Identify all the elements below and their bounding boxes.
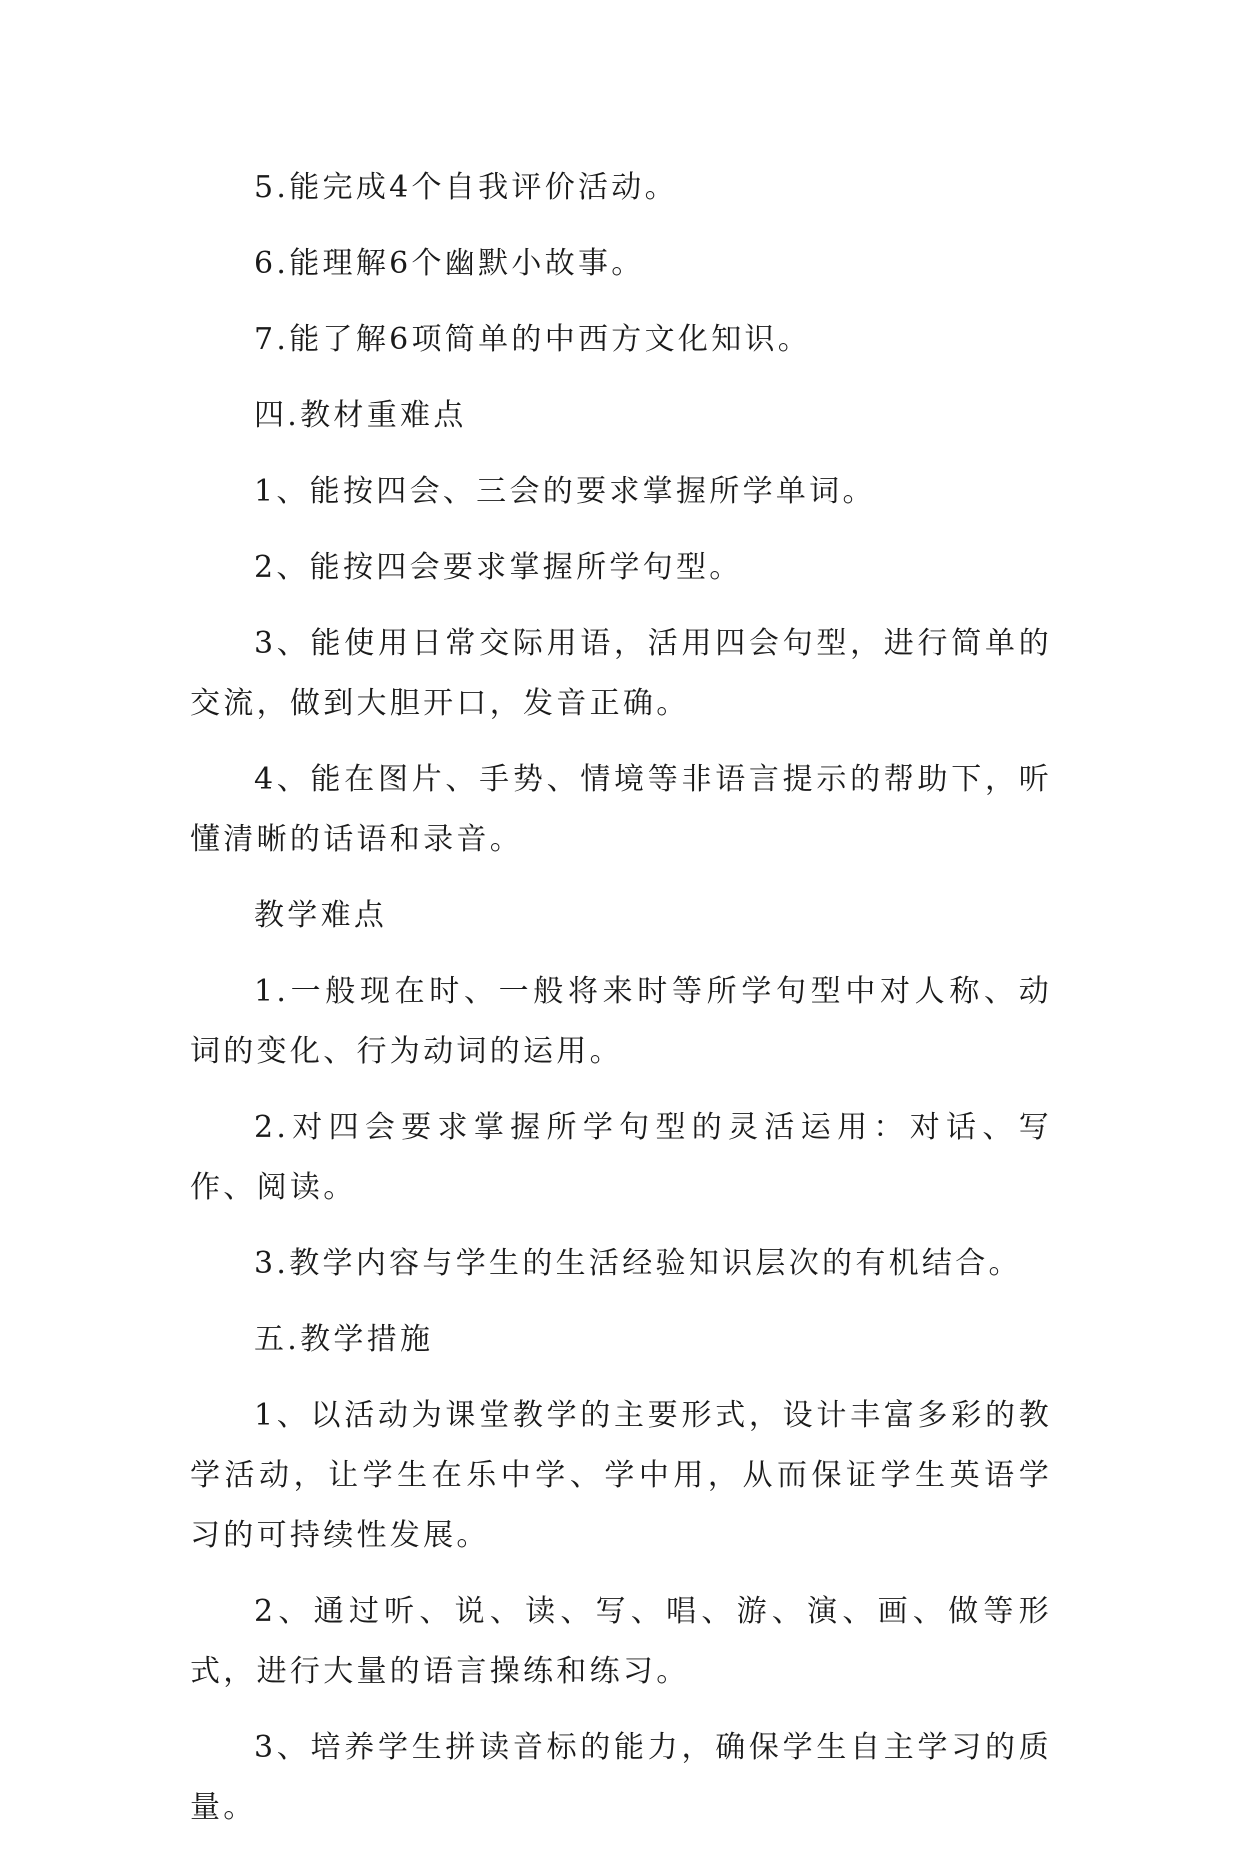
paragraph-key-point-1: 1、能按四会、三会的要求掌握所学单词。 (254, 474, 876, 509)
paragraph-difficulty-2: 2.对四会要求掌握所学句型的灵活运用：对话、写作、阅读。 (190, 1110, 1052, 1205)
paragraph-goal-7: 7.能了解6项简单的中西方文化知识。 (254, 322, 812, 357)
paragraph-goal-6: 6.能理解6个幽默小故事。 (254, 246, 645, 281)
paragraph-measure-3: 3、培养学生拼读音标的能力，确保学生自主学习的质量。 (190, 1730, 1052, 1825)
paragraph-difficulty-1: 1.一般现在时、一般将来时等所学句型中对人称、动词的变化、行为动词的运用。 (190, 974, 1052, 1069)
section-heading-measures: 五.教学措施 (254, 1322, 434, 1357)
paragraph-key-point-2: 2、能按四会要求掌握所学句型。 (254, 550, 743, 585)
paragraph-measure-2: 2、通过听、说、读、写、唱、游、演、画、做等形式，进行大量的语言操练和练习。 (190, 1594, 1052, 1689)
section-heading-key-points: 四.教材重难点 (254, 398, 467, 433)
paragraph-key-point-4: 4、能在图片、手势、情境等非语言提示的帮助下，听懂清晰的话语和录音。 (190, 762, 1052, 857)
paragraph-goal-5: 5.能完成4个自我评价活动。 (254, 170, 678, 205)
paragraph-key-point-3: 3、能使用日常交际用语，活用四会句型，进行简单的交流，做到大胆开口，发音正确。 (190, 626, 1052, 721)
section-heading-difficulties: 教学难点 (254, 898, 388, 933)
paragraph-measure-1: 1、以活动为课堂教学的主要形式，设计丰富多彩的教学活动，让学生在乐中学、学中用，从而保证学生英语学习的可持续性发展。 (190, 1398, 1052, 1553)
paragraph-difficulty-3: 3.教学内容与学生的生活经验知识层次的有机结合。 (254, 1246, 1022, 1281)
document-body (190, 158, 1052, 1854)
